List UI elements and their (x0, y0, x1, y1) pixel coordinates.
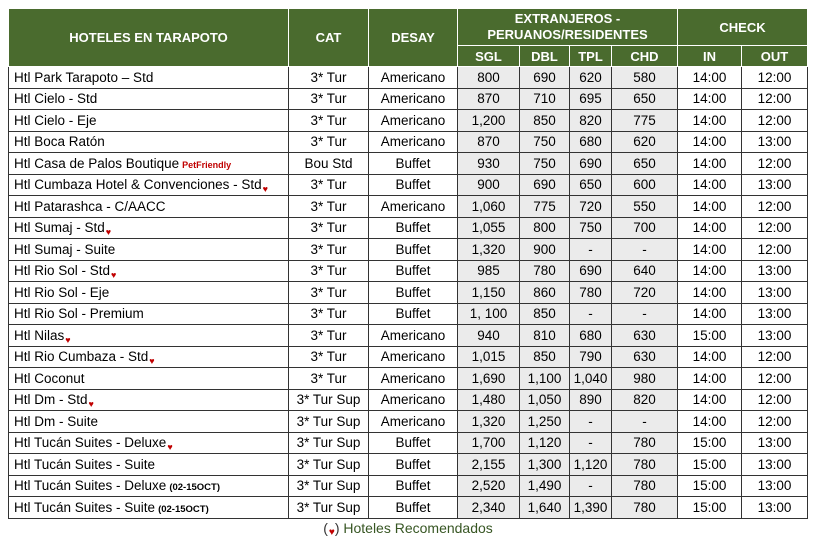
table-row (9, 346, 808, 368)
heart-icon: ♥ (111, 270, 117, 281)
check-in-cell: 14:00 (678, 174, 742, 196)
check-in-cell: 14:00 (678, 153, 742, 175)
heart-icon: ♥ (65, 334, 71, 345)
date-note: (02-15OCT) (169, 482, 221, 494)
category-cell: 3* Tur (289, 239, 369, 261)
chd-price-cell: 700 (612, 217, 678, 239)
breakfast-cell: Buffet (369, 174, 458, 196)
category-cell: Bou Std (289, 153, 369, 175)
table-row (9, 432, 808, 454)
hotel-name: Htl Tucán Suites - Suite (14, 499, 156, 515)
table-row (9, 260, 808, 282)
tpl-price-cell: 820 (570, 110, 612, 132)
dbl-price-cell: 850 (520, 110, 570, 132)
sgl-price-cell: 930 (458, 153, 520, 175)
sgl-price-cell: 1,150 (458, 282, 520, 304)
category-cell: 3* Tur (289, 260, 369, 282)
hotel-name-cell (9, 346, 289, 368)
col-header-chd: CHD (612, 46, 678, 67)
check-in-cell: 15:00 (678, 454, 742, 476)
hotel-name-cell (9, 368, 289, 390)
hotel-name: Htl Cumbaza Hotel & Convenciones - Std (14, 177, 262, 193)
breakfast-cell: Buffet (369, 153, 458, 175)
dbl-price-cell: 850 (520, 303, 570, 325)
hotel-name-cell (9, 217, 289, 239)
check-in-cell: 15:00 (678, 432, 742, 454)
check-out-cell: 13:00 (742, 475, 808, 497)
tpl-price-cell: 1,390 (570, 497, 612, 519)
hotel-name: Htl Patarashca - C/AACC (14, 198, 166, 214)
table-row (9, 196, 808, 218)
category-cell: 3* Tur (289, 282, 369, 304)
heart-icon: ♥ (88, 399, 94, 410)
check-in-cell: 14:00 (678, 67, 742, 89)
hotel-name-cell (9, 454, 289, 476)
check-out-cell: 13:00 (742, 282, 808, 304)
category-cell: 3* Tur (289, 88, 369, 110)
tpl-price-cell: 1,040 (570, 368, 612, 390)
sgl-price-cell: 985 (458, 260, 520, 282)
category-cell: 3* Tur (289, 67, 369, 89)
hotel-name: Htl Dm - Suite (14, 413, 99, 429)
tpl-price-cell: - (570, 475, 612, 497)
breakfast-cell: Buffet (369, 475, 458, 497)
chd-price-cell: 775 (612, 110, 678, 132)
check-in-cell: 14:00 (678, 131, 742, 153)
hotel-name: Htl Park Tarapoto – Std (14, 69, 154, 85)
hotel-name-cell (9, 88, 289, 110)
table-row (9, 389, 808, 411)
chd-price-cell: 630 (612, 346, 678, 368)
table-row (9, 325, 808, 347)
chd-price-cell: - (612, 239, 678, 261)
hotel-name: Htl Rio Sol - Std (14, 263, 111, 279)
sgl-price-cell: 800 (458, 67, 520, 89)
check-in-cell: 14:00 (678, 368, 742, 390)
header-row-top (9, 9, 808, 46)
table-body (9, 67, 808, 519)
hotel-name: Htl Cielo - Eje (14, 112, 97, 128)
dbl-price-cell: 1,250 (520, 411, 570, 433)
col-header-sgl: SGL (458, 46, 520, 67)
breakfast-cell: Americano (369, 88, 458, 110)
table-row (9, 368, 808, 390)
chd-price-cell: 630 (612, 325, 678, 347)
sgl-price-cell: 940 (458, 325, 520, 347)
chd-price-cell: - (612, 411, 678, 433)
hotel-name-cell (9, 282, 289, 304)
chd-price-cell: - (612, 303, 678, 325)
hotel-name: Htl Tucán Suites - Deluxe (14, 478, 167, 494)
hotel-name-cell (9, 389, 289, 411)
dbl-price-cell: 810 (520, 325, 570, 347)
check-in-cell: 14:00 (678, 282, 742, 304)
chd-price-cell: 650 (612, 88, 678, 110)
tpl-price-cell: 690 (570, 153, 612, 175)
hotel-name: Htl Boca Ratón (14, 134, 105, 150)
table-row (9, 475, 808, 497)
table-row (9, 110, 808, 132)
sgl-price-cell: 1,200 (458, 110, 520, 132)
heart-icon: ♥ (167, 442, 173, 453)
check-out-cell: 12:00 (742, 196, 808, 218)
col-header-check: CHECK (678, 9, 808, 46)
table-row (9, 282, 808, 304)
check-out-cell: 12:00 (742, 239, 808, 261)
check-out-cell: 12:00 (742, 110, 808, 132)
breakfast-cell: Americano (369, 411, 458, 433)
chd-price-cell: 780 (612, 497, 678, 519)
col-header-rates-group: EXTRANJEROS - PERUANOS/RESIDENTES (458, 9, 678, 46)
chd-price-cell: 780 (612, 475, 678, 497)
sgl-price-cell: 1,690 (458, 368, 520, 390)
breakfast-cell: Americano (369, 325, 458, 347)
table-row (9, 174, 808, 196)
breakfast-cell: Buffet (369, 454, 458, 476)
sgl-price-cell: 1,480 (458, 389, 520, 411)
col-header-check-in: IN (678, 46, 742, 67)
breakfast-cell: Americano (369, 196, 458, 218)
hotel-name: Htl Coconut (14, 370, 85, 386)
hotel-name-cell (9, 411, 289, 433)
check-in-cell: 14:00 (678, 303, 742, 325)
sgl-price-cell: 1,700 (458, 432, 520, 454)
petfriendly-tag: PetFriendly (182, 159, 232, 170)
tpl-price-cell: - (570, 411, 612, 433)
check-out-cell: 12:00 (742, 88, 808, 110)
hotel-name-cell (9, 239, 289, 261)
check-in-cell: 15:00 (678, 475, 742, 497)
dbl-price-cell: 1,490 (520, 475, 570, 497)
chd-price-cell: 550 (612, 196, 678, 218)
check-out-cell: 13:00 (742, 131, 808, 153)
check-out-cell: 12:00 (742, 153, 808, 175)
check-in-cell: 14:00 (678, 260, 742, 282)
category-cell: 3* Tur Sup (289, 432, 369, 454)
sgl-price-cell: 2,520 (458, 475, 520, 497)
dbl-price-cell: 1,300 (520, 454, 570, 476)
dbl-price-cell: 690 (520, 67, 570, 89)
category-cell: 3* Tur (289, 110, 369, 132)
sgl-price-cell: 900 (458, 174, 520, 196)
category-cell: 3* Tur (289, 217, 369, 239)
sgl-price-cell: 870 (458, 131, 520, 153)
hotel-name: Htl Sumaj - Std (14, 220, 105, 236)
dbl-price-cell: 900 (520, 239, 570, 261)
sgl-price-cell: 2,340 (458, 497, 520, 519)
chd-price-cell: 640 (612, 260, 678, 282)
dbl-price-cell: 750 (520, 153, 570, 175)
chd-price-cell: 600 (612, 174, 678, 196)
hotel-name-cell (9, 432, 289, 454)
check-in-cell: 14:00 (678, 88, 742, 110)
category-cell: 3* Tur (289, 131, 369, 153)
hotel-name-cell (9, 475, 289, 497)
dbl-price-cell: 780 (520, 260, 570, 282)
hotel-name-cell (9, 174, 289, 196)
hotel-name-cell (9, 196, 289, 218)
check-in-cell: 14:00 (678, 196, 742, 218)
col-header-hotel: HOTELES EN TARAPOTO (9, 9, 289, 67)
sgl-price-cell: 2,155 (458, 454, 520, 476)
hotel-name: Htl Sumaj - Suite (14, 241, 116, 257)
breakfast-cell: Americano (369, 346, 458, 368)
dbl-price-cell: 710 (520, 88, 570, 110)
breakfast-cell: Americano (369, 131, 458, 153)
breakfast-cell: Buffet (369, 303, 458, 325)
hotel-name-cell (9, 153, 289, 175)
tpl-price-cell: 690 (570, 260, 612, 282)
hotel-name: Htl Nilas (14, 327, 65, 343)
chd-price-cell: 780 (612, 454, 678, 476)
tpl-price-cell: 695 (570, 88, 612, 110)
dbl-price-cell: 800 (520, 217, 570, 239)
table-row (9, 454, 808, 476)
category-cell: 3* Tur Sup (289, 475, 369, 497)
breakfast-cell: Americano (369, 110, 458, 132)
legend-paren-open: ( (323, 520, 328, 536)
category-cell: 3* Tur (289, 196, 369, 218)
hotel-name-cell (9, 303, 289, 325)
hotel-rates-table (8, 8, 808, 519)
hotel-name: Htl Rio Sol - Premium (14, 306, 144, 322)
hotel-name: Htl Tucán Suites - Deluxe (14, 435, 167, 451)
table-row (9, 239, 808, 261)
chd-price-cell: 620 (612, 131, 678, 153)
chd-price-cell: 980 (612, 368, 678, 390)
heart-icon: ♥ (328, 527, 335, 538)
breakfast-cell: Americano (369, 67, 458, 89)
check-out-cell: 12:00 (742, 67, 808, 89)
check-out-cell: 13:00 (742, 454, 808, 476)
tpl-price-cell: 780 (570, 282, 612, 304)
check-out-cell: 12:00 (742, 389, 808, 411)
check-in-cell: 14:00 (678, 346, 742, 368)
chd-price-cell: 780 (612, 432, 678, 454)
breakfast-cell: Buffet (369, 282, 458, 304)
tpl-price-cell: 750 (570, 217, 612, 239)
check-out-cell: 12:00 (742, 217, 808, 239)
legend-paren-close: ) (334, 520, 340, 536)
check-out-cell: 12:00 (742, 411, 808, 433)
col-header-desay: DESAY (369, 9, 458, 67)
category-cell: 3* Tur (289, 325, 369, 347)
category-cell: 3* Tur (289, 368, 369, 390)
sgl-price-cell: 1,320 (458, 239, 520, 261)
sgl-price-cell: 1, 100 (458, 303, 520, 325)
hotel-name: Htl Rio Cumbaza - Std (14, 349, 149, 365)
dbl-price-cell: 750 (520, 131, 570, 153)
check-in-cell: 14:00 (678, 239, 742, 261)
heart-icon: ♥ (262, 184, 268, 195)
sgl-price-cell: 1,320 (458, 411, 520, 433)
check-in-cell: 14:00 (678, 110, 742, 132)
check-out-cell: 13:00 (742, 325, 808, 347)
breakfast-cell: Buffet (369, 497, 458, 519)
chd-price-cell: 650 (612, 153, 678, 175)
sgl-price-cell: 870 (458, 88, 520, 110)
dbl-price-cell: 775 (520, 196, 570, 218)
table-row (9, 131, 808, 153)
dbl-price-cell: 1,050 (520, 389, 570, 411)
hotel-name-cell (9, 260, 289, 282)
tpl-price-cell: - (570, 432, 612, 454)
category-cell: 3* Tur Sup (289, 411, 369, 433)
check-out-cell: 13:00 (742, 303, 808, 325)
table-row (9, 88, 808, 110)
date-note: (02-15OCT) (158, 503, 209, 515)
breakfast-cell: Americano (369, 368, 458, 390)
breakfast-cell: Buffet (369, 239, 458, 261)
table-row (9, 153, 808, 175)
legend-text: Hoteles Recomendados (339, 520, 493, 536)
sgl-price-cell: 1,060 (458, 196, 520, 218)
tpl-price-cell: 620 (570, 67, 612, 89)
dbl-price-cell: 1,100 (520, 368, 570, 390)
tpl-price-cell: - (570, 239, 612, 261)
heart-icon: ♥ (105, 227, 112, 238)
dbl-price-cell: 1,640 (520, 497, 570, 519)
hotel-name-cell (9, 67, 289, 89)
check-in-cell: 14:00 (678, 411, 742, 433)
category-cell: 3* Tur (289, 174, 369, 196)
table-row (9, 217, 808, 239)
heart-icon: ♥ (149, 356, 155, 367)
hotel-name-cell (9, 325, 289, 347)
category-cell: 3* Tur (289, 303, 369, 325)
breakfast-cell: Buffet (369, 432, 458, 454)
tpl-price-cell: 650 (570, 174, 612, 196)
col-header-tpl: TPL (570, 46, 612, 67)
tpl-price-cell: - (570, 303, 612, 325)
check-out-cell: 13:00 (742, 497, 808, 519)
check-out-cell: 13:00 (742, 174, 808, 196)
sgl-price-cell: 1,055 (458, 217, 520, 239)
dbl-price-cell: 1,120 (520, 432, 570, 454)
category-cell: 3* Tur (289, 346, 369, 368)
check-in-cell: 14:00 (678, 217, 742, 239)
chd-price-cell: 580 (612, 67, 678, 89)
tpl-price-cell: 680 (570, 325, 612, 347)
sgl-price-cell: 1,015 (458, 346, 520, 368)
breakfast-cell: Americano (369, 389, 458, 411)
hotel-name-cell (9, 131, 289, 153)
tpl-price-cell: 790 (570, 346, 612, 368)
chd-price-cell: 820 (612, 389, 678, 411)
tpl-price-cell: 890 (570, 389, 612, 411)
hotel-name-cell (9, 110, 289, 132)
dbl-price-cell: 690 (520, 174, 570, 196)
chd-price-cell: 720 (612, 282, 678, 304)
hotel-name: Htl Tucán Suites - Suite (14, 456, 156, 472)
hotel-name: Htl Rio Sol - Eje (14, 284, 110, 300)
tpl-price-cell: 680 (570, 131, 612, 153)
breakfast-cell: Buffet (369, 217, 458, 239)
col-header-check-out: OUT (742, 46, 808, 67)
check-out-cell: 12:00 (742, 346, 808, 368)
category-cell: 3* Tur Sup (289, 497, 369, 519)
col-header-cat: CAT (289, 9, 369, 67)
col-header-dbl: DBL (520, 46, 570, 67)
hotel-name: Htl Casa de Palos Boutique (14, 155, 180, 171)
table-row (9, 497, 808, 519)
dbl-price-cell: 860 (520, 282, 570, 304)
table-row (9, 411, 808, 433)
check-in-cell: 15:00 (678, 325, 742, 347)
check-out-cell: 12:00 (742, 368, 808, 390)
breakfast-cell: Buffet (369, 260, 458, 282)
dbl-price-cell: 850 (520, 346, 570, 368)
category-cell: 3* Tur Sup (289, 389, 369, 411)
hotel-name-cell (9, 497, 289, 519)
check-out-cell: 13:00 (742, 432, 808, 454)
check-in-cell: 15:00 (678, 497, 742, 519)
hotel-name: Htl Cielo - Std (14, 91, 98, 107)
check-in-cell: 14:00 (678, 389, 742, 411)
check-out-cell: 13:00 (742, 260, 808, 282)
hotel-name: Htl Dm - Std (14, 392, 88, 408)
table-row (9, 303, 808, 325)
tpl-price-cell: 1,120 (570, 454, 612, 476)
table-row (9, 67, 808, 89)
legend (0, 520, 816, 536)
category-cell: 3* Tur Sup (289, 454, 369, 476)
tpl-price-cell: 720 (570, 196, 612, 218)
